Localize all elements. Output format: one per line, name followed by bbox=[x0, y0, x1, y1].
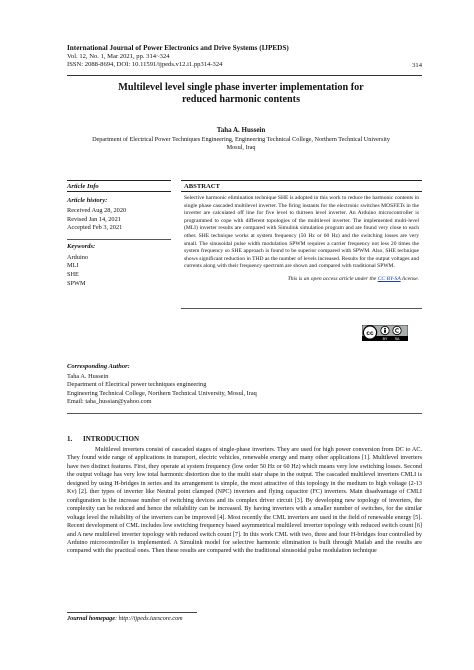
keyword-item: SHE bbox=[67, 270, 79, 278]
keywords-list bbox=[67, 254, 171, 288]
oa-prefix: This is an open access article under the bbox=[287, 275, 377, 282]
svg-text:cc: cc bbox=[366, 330, 374, 337]
title-line-2: reduced harmonic contents bbox=[181, 94, 301, 106]
journal-name: International Journal of Power Electronics and Drive Systems (IJPEDS) bbox=[67, 44, 289, 52]
abstract-column bbox=[181, 180, 422, 341]
author-affiliation bbox=[60, 136, 422, 152]
keyword-item: Arduino bbox=[67, 253, 88, 261]
introduction-heading bbox=[67, 435, 422, 443]
corresponding-name: Taha A. Hussein bbox=[67, 373, 109, 380]
affiliation-line-1: Department of Electrical Power Techniques Engineering, Engineering Technical College, Northern Technical University bbox=[92, 136, 390, 143]
article-history-heading: Article history: bbox=[67, 197, 108, 204]
journal-header bbox=[67, 44, 407, 70]
keyword-item: MLI bbox=[67, 262, 79, 270]
corresponding-email[interactable]: Email: taha_hussian@yahoo.com bbox=[67, 397, 152, 405]
keywords-heading: Keywords: bbox=[67, 242, 96, 250]
affiliation-line-2: Mosul, Iraq bbox=[226, 144, 256, 151]
abstract-bottom-divider bbox=[181, 308, 422, 309]
header-divider bbox=[67, 75, 422, 76]
issn-doi-line: ISSN: 2088-8694, DOI: 10.11591/ijpeds.v12.i1.pp314-324 bbox=[67, 61, 223, 69]
license-link[interactable]: CC BY-SA bbox=[377, 275, 401, 282]
oa-suffix: license. bbox=[402, 275, 419, 282]
badge-by-label: BY bbox=[382, 337, 388, 341]
article-info-column bbox=[67, 180, 171, 288]
title-line-1: Multilevel level single phase inverter implementation for bbox=[118, 82, 364, 93]
page-number: 314 bbox=[412, 62, 422, 69]
abstract-text: Selective harmonic elimination technique SHE is adopted in this work to reduce the harmonic contents in single phase cascaded multilevel inverter. The firing instants for the electronic switches MOSFETs in the inverter are calculated off line for five level to thirteen level inverter. An Arduino microcontroller is programmed to cope with different topologies of the multilevel inverter. The implemented multi-level (MLI) inverter results are compared with Simulink simulation program and are found very close to each other. SHE technique works at system frequency (50 Hz or 60 Hz) and the switching losses are very small. The sinusoidal pulse width modulation SPWM requires a carrier frequency not less 20 times the system frequency so SHE approach is found to be superior compared with SPWM. Also, SHE technique shows significant reduction in THD as the number of levels increased. Results for the output voltages and currents along with their frequency spectrum are shown and compared with traditional SPWM. bbox=[184, 195, 419, 270]
introduction-text: Multilevel inverters consist of cascaded stages of single-phase inverters. They are used for high power conversion from DC to AC. They found wide range of applications in transport, electric vehicles, renewable energy and many other applications [1]. Multilevel inverters have two distinct features. First, they operate at system frequency (low order 50 Hz or 60 Hz) which means very low switching losses. Second the output voltage has very low total harmonic distortion due to the multi stair shape in the output. The cascaded multilevel inverters CMLI is designed by using H-bridges in series and its arrangement is simple, the most attractive of this topology in the medium to high voltage (2-13 Kv) [2]. ther types of inverter like Neutral point clamped (NPC) inverters and flying capacitor (FC) inverters. Main disadvantage of CMLI configuration is the increase number of switching devices and its complex driver circuit [3]. By developing new topology of inverters, the complexity can be reduced and hence the reliability can be increased. By having inverters with a smaller number of switches, for the similar voltage level the reliability of the inverters can be improved [4]. Most recently the CML inverters are used in the field of renewable energy [5]. Recent development of CML includes low switching frequency based asymmetrical multilevel inverter topology with reduced switch count [6] and A new multilevel inverter topology with reduced switch count [7]. In this work CML with two, three and four H-bridges four controlled by Arduino microcontroller is implemented. A Simulink model for selective harmonic elimination is built through Matlab and the results are compared with the practical ones. Then these results are compared with the traditional sinusoidal pulse modulation technique bbox=[67, 446, 422, 555]
cc-by-sa-badge-icon[interactable] bbox=[362, 325, 408, 341]
article-info-heading: Article Info bbox=[67, 180, 171, 192]
section-title: INTRODUCTION bbox=[83, 435, 140, 443]
corresponding-author-heading: Corresponding Author: bbox=[67, 363, 130, 370]
accepted-date: Accepted Feb 3, 2021 bbox=[67, 224, 123, 232]
received-date: Received Aug 28, 2020 bbox=[67, 207, 127, 214]
footer-divider bbox=[67, 612, 197, 613]
introduction-section bbox=[67, 435, 422, 556]
homepage-url[interactable]: http://ijpeds.iaescore.com bbox=[118, 615, 183, 622]
corresponding-college: Engineering Technical College, Northern Technical University, Mosul, Iraq bbox=[67, 389, 257, 397]
journal-homepage-footer: Journal homepage: http://ijpeds.iaescore.com bbox=[67, 615, 183, 622]
badge-sa-label: SA bbox=[394, 337, 400, 341]
corresponding-divider bbox=[67, 413, 422, 414]
paper-title bbox=[60, 82, 422, 106]
volume-line: Vol. 12, No. 1, Mar 2021, pp. 314~324 bbox=[67, 53, 170, 60]
keywords-divider bbox=[67, 239, 171, 240]
revised-date: Revised Jan 14, 2021 bbox=[67, 215, 121, 223]
section-number: 1. bbox=[67, 435, 73, 443]
author-name: Taha A. Hussein bbox=[216, 126, 266, 134]
corresponding-department: Department of Electrical power techniques engineering bbox=[67, 381, 207, 389]
abstract-heading: ABSTRACT bbox=[181, 180, 422, 192]
open-access-notice bbox=[181, 276, 422, 282]
keyword-item: SPWM bbox=[67, 279, 86, 287]
corresponding-author-block bbox=[67, 363, 422, 414]
homepage-label: Journal homepage bbox=[67, 615, 115, 622]
